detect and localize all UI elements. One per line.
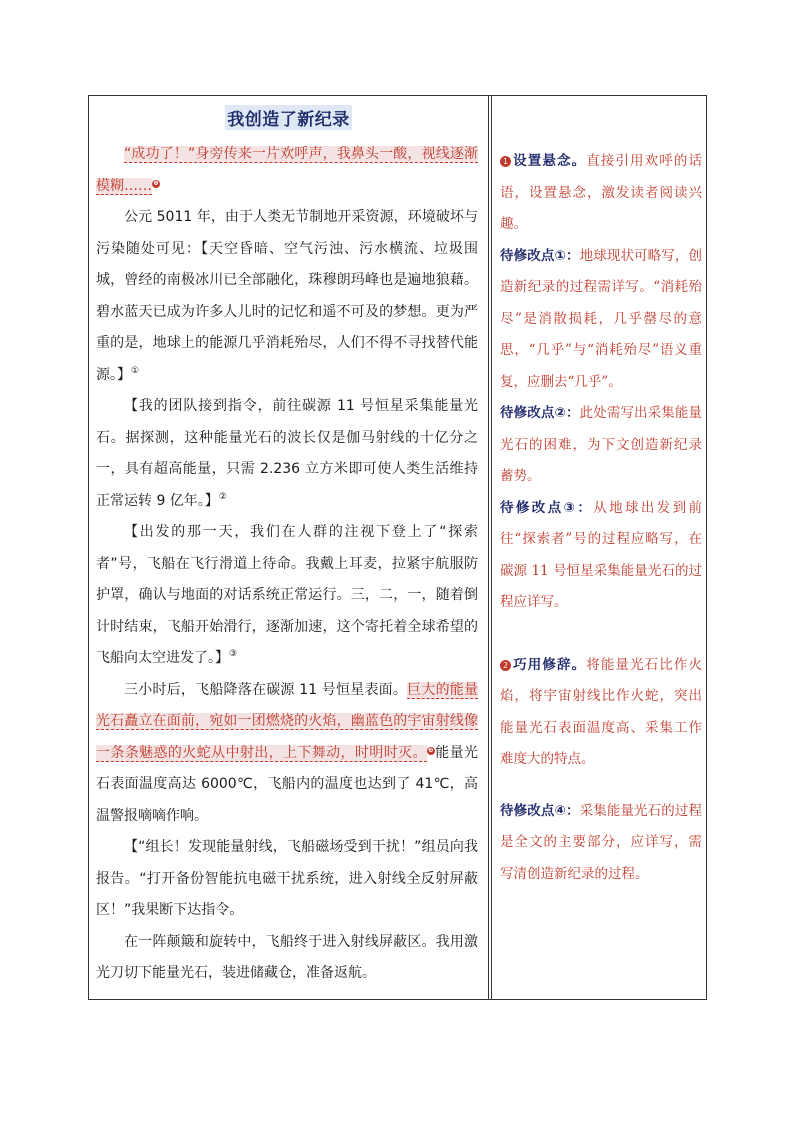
annotation-notes — [500, 146, 702, 890]
note-number-2: 2 — [500, 660, 511, 671]
annotation-marker-1: ❶ — [153, 179, 159, 187]
note-spacer — [500, 619, 702, 650]
essay-paragraph-3: 【我的团队接到指令，前往碳源 11 号恒星采集能量光石。据探测，这种能量光石的波长仅是伽马射线的十亿分之一，具有超高能量，只需 2.236 立方米即可使人类生活维持正常运转 9 亿年。】② — [96, 398, 478, 509]
essay-paragraph-2: 公元 5011 年，由于人类无节制地开采资源，环境破坏与污染随处可见：【天空昏暗、空气污浊、污水横流、垃圾围城，曾经的南极冰川已全部融化，珠穆朗玛峰也是遍地狼藉。碧水蓝天已成为许多人儿时的记忆和遥不可及的梦想。更为严重的是，地球上的能源几乎消耗殆尽，人们不得不寻找替代能源。】① — [96, 209, 478, 383]
note-revision-3: 待修改点③：从地球出发到前往“探索者”号的过程应略写，在碳源 11 号恒星采集能量光石的过程应详写。 — [500, 499, 702, 610]
note-suspense: 1 设置悬念。直接引用欢呼的话语，设置悬念，激发读者阅读兴趣。 — [500, 153, 703, 232]
essay-paragraph-4: 【出发的那一天，我们在人群的注视下登上了“探索者”号，飞船在飞行滑道上待命。我戴上耳麦，拉紧宇航服防护罩，确认与地面的对话系统正常运行。三，二，一，随着倒计时结束，飞船开始滑行，逐渐加速，这个寄托着全球希望的飞船向太空进发了。】③ — [96, 524, 478, 666]
note-revision-1: 待修改点①：地球现状可略写，创造新纪录的过程需详写。“消耗殆尽”是消散损耗，几乎罄尽的意思，“几乎”与“消耗殆尽”语义重复，应删去“几乎”。 — [500, 247, 703, 390]
essay-title: 我创造了新纪录 — [89, 105, 488, 130]
note-number-1: 1 — [500, 156, 511, 167]
essay-paragraph-7: 在一阵颠簸和旋转中，飞船终于进入射线屏蔽区。我用激光刀切下能量光石，装进储藏仓，准备返航。 — [96, 933, 478, 981]
highlight-rhetoric: 巨大的能量光石矗立在面前，宛如一团燃烧的火焰，幽蓝色的宇宙射线像一条条魅惑的火蛇从中射出，上下舞动，时明时灭。 — [96, 681, 479, 761]
highlight-opening: “成功了！”身旁传来一片欢呼声，我鼻头一酸，视线逐渐模糊…… — [96, 146, 478, 194]
annotation-marker-2: ❷ — [428, 746, 434, 754]
essay-body — [96, 139, 478, 990]
essay-paragraph-6: 【“组长！发现能量射线，飞船磁场受到干扰！”组员向我报告。“打开备份智能抗电磁干扰系统，进入射线全反射屏蔽区！”我果断下达指令。 — [96, 839, 478, 918]
essay-paragraph-5: 三小时后，飞船降落在碳源 11 号恒星表面。巨大的能量光石矗立在面前，宛如一团燃烧的火焰，幽蓝色的宇宙射线像一条条魅惑的火蛇从中射出，上下舞动，时明时灭。❷能量光石表面温度高达 6000℃，飞船内的温度也达到了 41℃，高温警报嘀嘀作响。 — [96, 681, 479, 824]
revision-mark-2: ② — [218, 491, 227, 502]
note-revision-2: 待修改点②：此处需写出采集能量光石的困难，为下文创造新纪录蓄势。 — [500, 405, 703, 484]
notes-column — [491, 96, 706, 999]
essay-column — [89, 96, 489, 999]
revision-mark-1: ① — [131, 365, 140, 376]
note-spacer-2 — [500, 776, 702, 796]
note-rhetoric: 2 巧用修辞。将能量光石比作火焰，将宇宙射线比作火蛇，突出能量光石表面温度高、采集工作难度大的特点。 — [500, 656, 703, 767]
note-revision-4: 待修改点④：采集能量光石的过程是全文的主要部分，应详写，需写清创造新纪录的过程。 — [500, 802, 703, 882]
worksheet-table — [88, 95, 707, 1000]
essay-paragraph-1 — [96, 139, 478, 202]
revision-mark-3: ③ — [229, 649, 238, 659]
